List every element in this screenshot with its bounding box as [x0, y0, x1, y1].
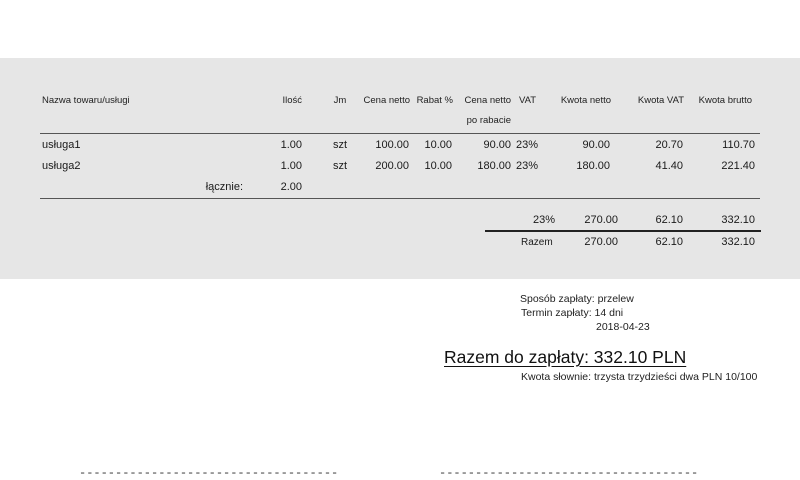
header-vat-amount: Kwota VAT: [637, 95, 684, 106]
summary-total-vat: 62.10: [655, 236, 683, 248]
header-gross-amount: Kwota brutto: [698, 95, 752, 106]
payment-term: Termin zapłaty: 14 dni: [521, 307, 624, 319]
cell-name: usługa2: [42, 160, 81, 172]
cell-net-price: 100.00: [375, 139, 409, 151]
header-net-price: Cena netto: [363, 95, 410, 106]
header-name: Nazwa towaru/usługi: [42, 95, 130, 106]
total-qty-value: 2.00: [280, 181, 302, 193]
cell-vat-amount: 20.70: [655, 139, 683, 151]
cell-unit: szt: [332, 139, 348, 151]
cell-qty: 1.00: [280, 160, 302, 172]
summary-divider: [485, 230, 761, 232]
summary-net: 270.00: [584, 214, 618, 226]
cell-name: usługa1: [42, 139, 81, 151]
cell-net-price: 200.00: [375, 160, 409, 172]
cell-discount: 10.00: [424, 139, 452, 151]
signature-line-right: ------------------------------------: [439, 466, 699, 480]
header-vat: VAT: [519, 95, 537, 106]
summary-vat-rate: 23%: [533, 214, 556, 226]
cell-qty: 1.00: [280, 139, 302, 151]
header-net-amount: Kwota netto: [560, 95, 611, 106]
cell-vat-amount: 41.40: [655, 160, 683, 172]
cell-discount: 10.00: [424, 160, 452, 172]
total-qty-label: łącznie:: [205, 181, 243, 193]
summary-vat-amount: 62.10: [655, 214, 683, 226]
header-unit: Jm: [333, 95, 347, 106]
cell-gross-amount: 221.40: [721, 160, 755, 172]
cell-net-amount: 90.00: [582, 139, 610, 151]
header-divider: [40, 133, 760, 134]
table-bottom-divider: [40, 198, 760, 199]
cell-net-after-discount: 90.00: [483, 139, 511, 151]
signature-line-left: ------------------------------------: [79, 466, 339, 480]
summary-total-label: Razem: [521, 237, 553, 248]
cell-vat: 23%: [516, 139, 539, 151]
header-net-after-discount-line2: po rabacie: [466, 115, 511, 126]
header-discount: Rabat %: [416, 95, 453, 106]
header-net-after-discount: Cena netto: [464, 95, 511, 106]
cell-gross-amount: 110.70: [722, 139, 755, 151]
cell-unit: szt: [332, 160, 348, 172]
total-due: Razem do zapłaty: 332.10 PLN: [444, 347, 687, 367]
summary-gross: 332.10: [721, 214, 755, 226]
header-qty: Ilość: [282, 95, 302, 106]
cell-net-amount: 180.00: [576, 160, 610, 172]
cell-net-after-discount: 180.00: [477, 160, 511, 172]
summary-total-gross: 332.10: [721, 236, 755, 248]
payment-method: Sposób zapłaty: przelew: [520, 293, 634, 305]
cell-vat: 23%: [516, 160, 539, 172]
payment-date: 2018-04-23: [596, 321, 650, 333]
summary-total-net: 270.00: [584, 236, 618, 248]
amount-in-words: Kwota słownie: trzysta trzydzieści dwa PLN 10/100: [521, 371, 758, 383]
